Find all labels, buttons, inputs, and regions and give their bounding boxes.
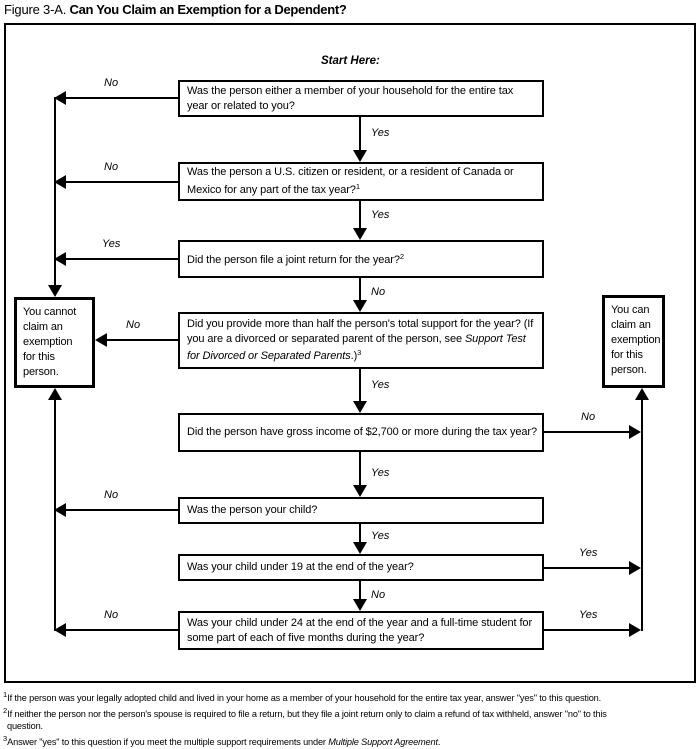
answer-label-q7-yes: Yes: [579, 547, 598, 559]
footnote-number: 1: [3, 690, 8, 699]
answer-label-q6-yes: Yes: [371, 530, 390, 542]
arrowhead-down-icon: [353, 300, 367, 312]
question-box-household: [178, 80, 544, 117]
terminal-text-line: for this: [611, 349, 643, 361]
terminal-text-line: You can: [611, 304, 650, 316]
arrowhead-down-icon: [353, 150, 367, 162]
arrowhead-up-icon: [48, 388, 62, 400]
multiple-support-agreement-reference: Multiple Support Agreement: [328, 736, 438, 747]
footnote-2: $^2$If neither the person nor the person's spouse is required to file a return, but they file a joint return only to claim a refund of tax withheld, answer "no" to this: [3, 705, 607, 719]
question-text: Did the person have gross income of $2,700 or more during the tax year?: [187, 426, 537, 439]
answer-label-q4-no: No: [126, 319, 141, 331]
question-box-gross-income: [178, 413, 544, 452]
figure-number: Figure 3-A.: [4, 2, 70, 17]
answer-label-q3-yes: Yes: [102, 238, 121, 250]
footnote-1: $^1$If the person was your legally adopted child and lived in your home as a member of your household for the entire tax year, answer "yes" to this question.: [3, 690, 602, 703]
question-box-support: [178, 312, 544, 369]
arrowhead-down-icon: [353, 599, 367, 611]
answer-label-q2-yes: Yes: [371, 209, 390, 221]
terminal-text-line: exemption: [611, 334, 661, 346]
terminal-text-line: You cannot: [23, 306, 77, 318]
question-box-your-child: [178, 497, 544, 524]
arrowhead-down-icon: [353, 401, 367, 413]
answer-label-q3-no: No: [371, 286, 386, 298]
footnote-ref: 2: [399, 252, 405, 262]
arrowhead-down-icon: [353, 228, 367, 240]
start-here-label: Start Here:: [321, 55, 380, 67]
answer-label-q1-yes: Yes: [371, 127, 390, 139]
question-box-under-19: [178, 554, 544, 581]
arrowhead-right-icon: [629, 425, 641, 439]
question-text: Was your child under 19 at the end of the year?: [187, 561, 414, 574]
answer-label-q7-no: No: [371, 589, 386, 601]
terminal-text-line: claim an: [611, 319, 651, 331]
arrowhead-right-icon: [629, 623, 641, 637]
footnote-ref: 3: [357, 348, 362, 358]
figure-title-text: Can You Claim an Exemption for a Dependent?: [69, 2, 347, 17]
arrowhead-down-icon: [353, 542, 367, 554]
question-box-under-24-student: [178, 611, 544, 650]
question-text: Was your child under 24 at the end of the year and a full-time student for some part of each of five months during the year?: [187, 616, 533, 644]
terminal-box-cannot-claim: [14, 297, 95, 388]
arrowhead-down-icon: [353, 485, 367, 497]
terminal-text-line: exemption: [23, 336, 73, 348]
footnote-3: $^3$Answer "yes" to this question if you meet the multiple support requirements under Multiple Support Agreement.: [3, 733, 441, 747]
footnotes: [3, 689, 699, 748]
answer-label-q2-no: No: [104, 161, 119, 173]
footnote-ref: 1: [355, 182, 360, 191]
question-text: Did the person file a joint return for the year?$^2$: [187, 252, 405, 267]
terminal-box-can-claim: [602, 295, 665, 388]
arrowhead-right-icon: [629, 561, 641, 575]
answer-label-q5-yes: Yes: [371, 467, 390, 479]
question-text: Was the person either a member of your household for the entire tax year or related to you?: [187, 84, 514, 112]
answer-label-q8-no: No: [104, 609, 119, 621]
answer-label-q4-yes: Yes: [371, 379, 390, 391]
terminal-text-line: claim an: [23, 321, 63, 333]
answer-label-q5-no: No: [581, 411, 596, 423]
answer-label-q6-no: No: [104, 489, 119, 501]
terminal-text-line: person.: [611, 364, 647, 376]
question-text: Was the person your child?: [187, 504, 318, 517]
terminal-text-line: for this: [23, 351, 55, 363]
arrowhead-down-icon: [48, 285, 62, 297]
answer-label-q1-no: No: [104, 77, 119, 89]
terminal-text-line: person.: [23, 366, 59, 378]
arrowhead-up-icon: [635, 388, 649, 400]
footnote-2-continued: question.: [7, 721, 43, 732]
question-box-joint-return: [178, 240, 544, 278]
footnote-number: 2: [3, 705, 8, 715]
answer-label-q8-yes: Yes: [579, 609, 598, 621]
question-box-citizen: [178, 162, 544, 201]
question-text: Did you provide more than half the person's total support for the year? (If you are a divorced or separated parent of the person, see Support Test for Divorced or Separated Parents.)$^3$: [187, 318, 534, 363]
footnote-number: 3: [3, 733, 8, 743]
support-test-reference: Support Test for Divorced or Separated Parents: [187, 332, 526, 363]
arrowhead-left-icon: [95, 333, 107, 347]
question-text: Was the person a U.S. citizen or resident, or a resident of Canada or Mexico for any part of the tax year?$^1$: [187, 166, 514, 196]
